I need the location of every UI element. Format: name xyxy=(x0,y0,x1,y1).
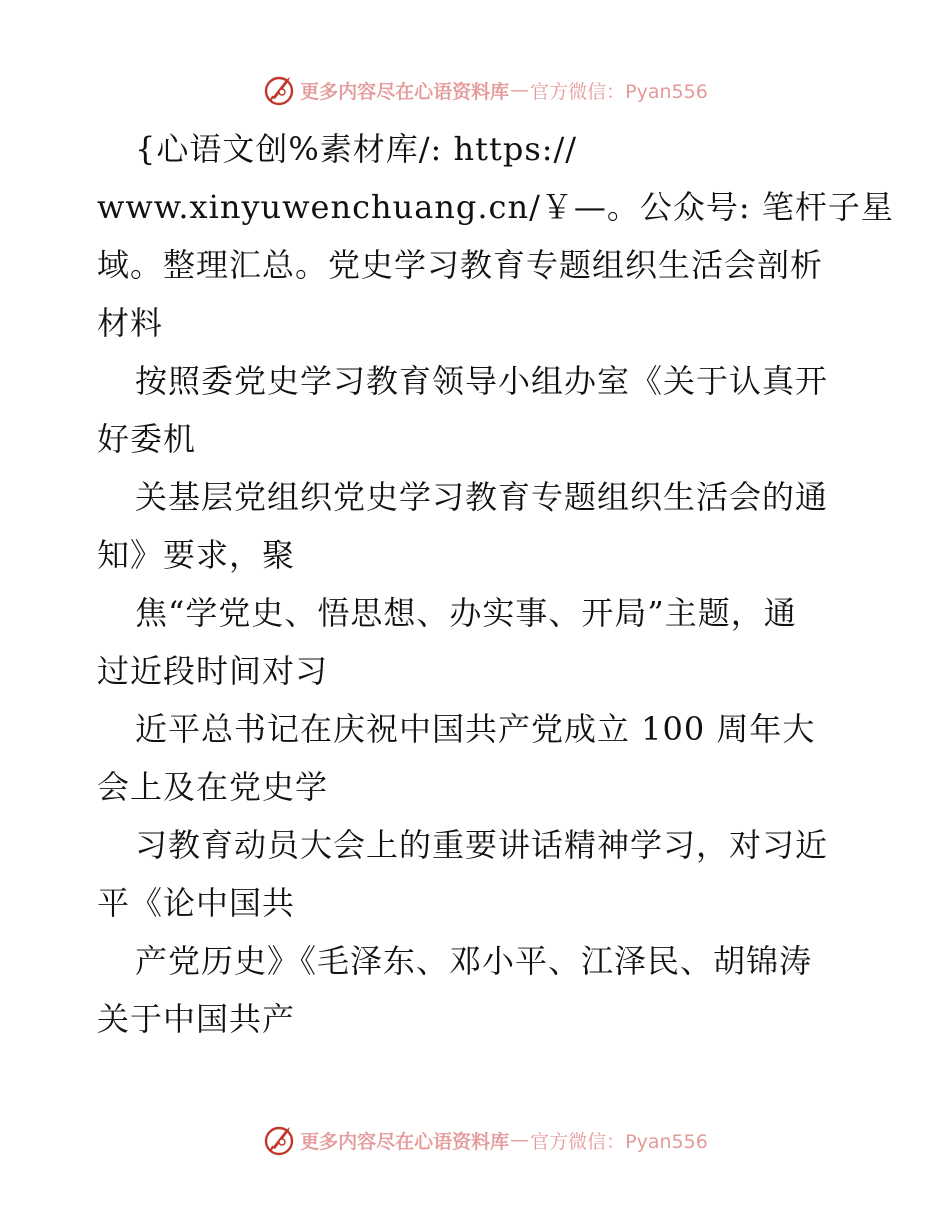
body-line: 好委机 xyxy=(97,420,197,458)
body-line: 关基层党组织党史学习教育专题组织生活会的通 xyxy=(135,478,829,516)
footer-banner xyxy=(0,1120,950,1160)
body-line: {心语文创%素材库/: https:// xyxy=(135,130,578,168)
banner-slogan: 更多内容尽在心语资料库 xyxy=(300,80,510,103)
banner-slogan: 更多内容尽在心语资料库 xyxy=(300,1130,510,1153)
body-line: 过近段时间对习 xyxy=(97,652,329,690)
body-line: 习教育动员大会上的重要讲话精神学习，对习近 xyxy=(135,826,829,864)
body-line: www.xinyuwenchuang.cn/￥—。公众号: 笔杆子星 xyxy=(97,188,894,226)
body-line: 会上及在党史学 xyxy=(97,768,329,806)
body-line: 近平总书记在庆祝中国共产党成立 100 周年大 xyxy=(135,710,816,748)
body-line: 域。整理汇总。党史学习教育专题组织生活会剖析 xyxy=(97,246,824,284)
quill-pen-circle-icon xyxy=(262,72,298,108)
banner-dash: — xyxy=(510,1129,530,1151)
body-line: 按照委党史学习教育领导小组办室《关于认真开 xyxy=(135,362,829,400)
quill-pen-circle-icon xyxy=(262,1122,298,1158)
body-line: 知》要求，聚 xyxy=(97,536,296,574)
body-line: 产党历史》《毛泽东、邓小平、江泽民、胡锦涛 xyxy=(135,942,813,980)
body-line: 焦“学党史、悟思想、办实事、开局”主题，通 xyxy=(135,594,797,632)
document-body xyxy=(97,120,894,1048)
banner-dash: — xyxy=(510,79,530,101)
banner-wechat: 官方微信：Pyan556 xyxy=(530,1130,708,1153)
header-banner-content xyxy=(262,72,708,108)
footer-banner-content xyxy=(262,1122,708,1158)
body-line: 平《论中国共 xyxy=(97,884,296,922)
header-banner xyxy=(0,70,950,110)
body-line: 关于中国共产 xyxy=(97,1000,296,1038)
body-line: 材料 xyxy=(97,304,164,342)
banner-wechat: 官方微信：Pyan556 xyxy=(530,80,708,103)
